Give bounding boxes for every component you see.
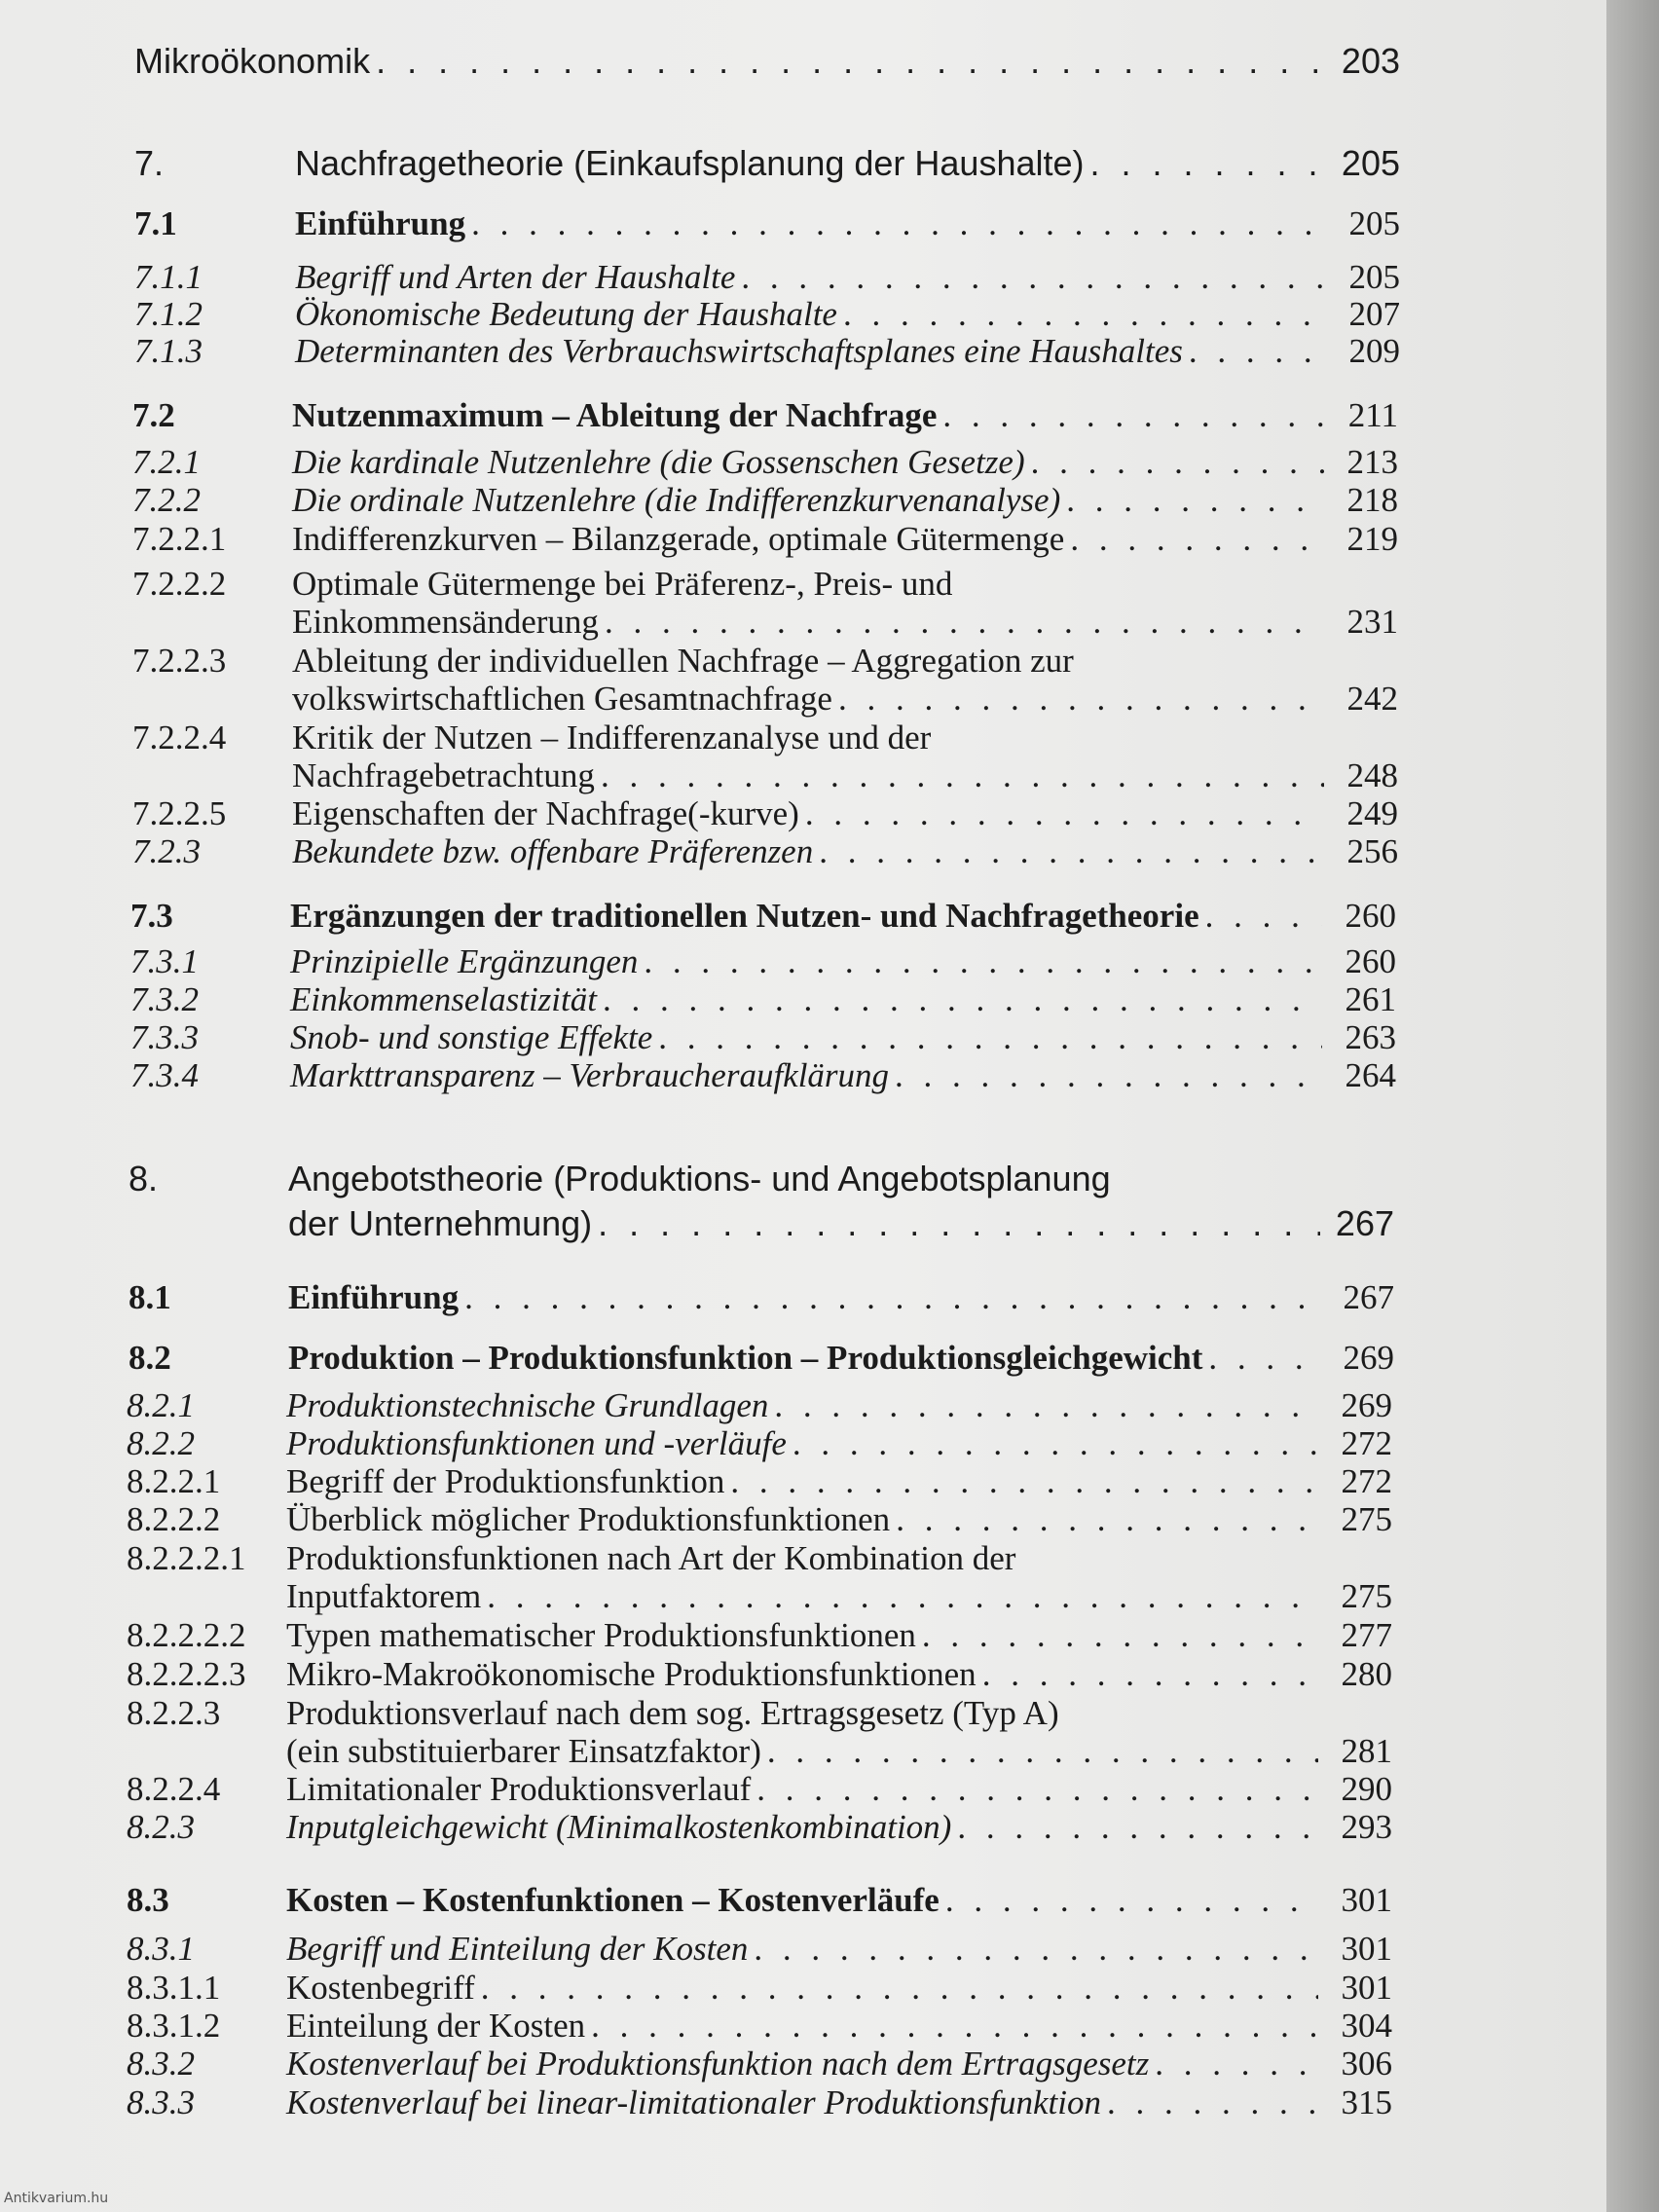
watermark: Antikvarium.hu [4, 2191, 109, 2206]
chapter-number: 7. [134, 143, 165, 183]
page-number: 205 [1341, 143, 1400, 183]
chapter-title: Angebotstheorie (Produktions- und Angebotsplanung [288, 1159, 1111, 1198]
chapter-number: 8. [129, 1159, 159, 1198]
page-number: 203 [1341, 41, 1400, 81]
page-number: 267 [1335, 1203, 1394, 1243]
part-title: Mikroökonomik [134, 41, 371, 81]
table-of-contents: Mikroökonomik . . . 203 7. Nachfragetheorie (Einkaufsplanung der Haushalte) . . . 205 7.1 Einführung . . . 205 7.1.1 Begriff und Arten der Haushalte . . . 205 7.1.2 Ökonomische Bedeutung der Haushalte . . . 207 7.1.3 Determinanten des Verbrauchswirtschaftsplanes eine Haushaltes . . . 209 7.2 Nutzenmaximum – Ableitung der Nachfrage . . . 211 7.2.1 Die kardinale Nutzenlehre (die Gossenschen Gesetze) . . . 213 7.2.2 Die ordinale Nutzenlehre (die Indifferenzkurvenanalyse) . . . 218 7.2.2.1 Indifferenzkurven – Bilanzgerade, optimale Gütermenge . . . 219 7.2.2.2 Optimale Gütermenge bei Präferenz-, Preis- und Einkommensänderung . . . 231 7.2.2.3 Ableitung der individuellen Nachfrage – Aggregation zur volkswirtschaftlichen Gesamtnachfrage . . . 242 7.2.2.4 Kritik der Nutzen – Indifferenzanalyse und der Nachfragebetrachtung . . . 248 7.2.2.5 Eigenschaften der Nachfrage(-kurve) . . . 249 7.2.3 Bekundete bzw. offenbare Präferenzen . . . 256 7.3 Ergänzungen der traditionellen Nutzen- und Nachfragetheorie . . . 260 7.3.1 Prinzipielle Ergänzungen . . . 260 7.3.2 Einkommenselastizität . . . 261 7.3.3 Snob- und sonstige Effekte . . . 263 7.3.4 Markttransparenz – Verbraucheraufklärung . . . 264 8. Angebotstheorie (Produktions- und Angebotsplanung der Unternehmung) . . . 267 8.1 Einführung . . . 267 8.2 Produktion – Produktionsfunktion – Produktionsgleichgewicht . . . 269 8.2.1 Produktionstechnische Grundlagen . . . 269 8.2.2 Produktionsfunktionen und -verläufe . . . 272 8.2.2.1 Begriff der Produktionsfunktion . . . 272 8.2.2.2 Überblick möglicher Produktionsfunktionen . . . 275 8.2.2.2.1 Produktionsfunktionen nach Art der Kombination der Inputfaktorem . . . 275 8.2.2.2.2 Typen mathematischer Produktionsfunktionen . . . 277 8.2.2.2.3 Mikro-Makroökonomische Produktionsfunktionen . . . 280 8.2.2.3 Produktionsverlauf nach dem sog. Ertragsgesetz (Typ A) (ein substituierbarer Einsatzfaktor) . . . 281 8.2.2.4 Limitationaler Produktionsverlauf . . . 290 8.2.3 Inputgleichgewicht (Minimalkostenkombination) . . . 293 8.3 Kosten – Kostenfunktionen – Kostenverläufe . . . 301 8.3.1 Begriff und Einteilung der Kosten . . . 301 8.3.1.1 Kostenbegriff . . . 301 8.3.1.2 Einteilung der Kosten . . . 304 8.3.2 Kostenverlauf bei Produktionsfunktion nach dem Ertragsgesetz . . . 306 8.3.3 Kostenverlauf bei linear-limitationaler Produktionsfunktion . . . 315 [0, 0, 1606, 2212]
page-edge-shadow [1606, 0, 1659, 2212]
chapter-title: Nachfragetheorie (Einkaufsplanung der Haushalte) [295, 143, 1085, 183]
